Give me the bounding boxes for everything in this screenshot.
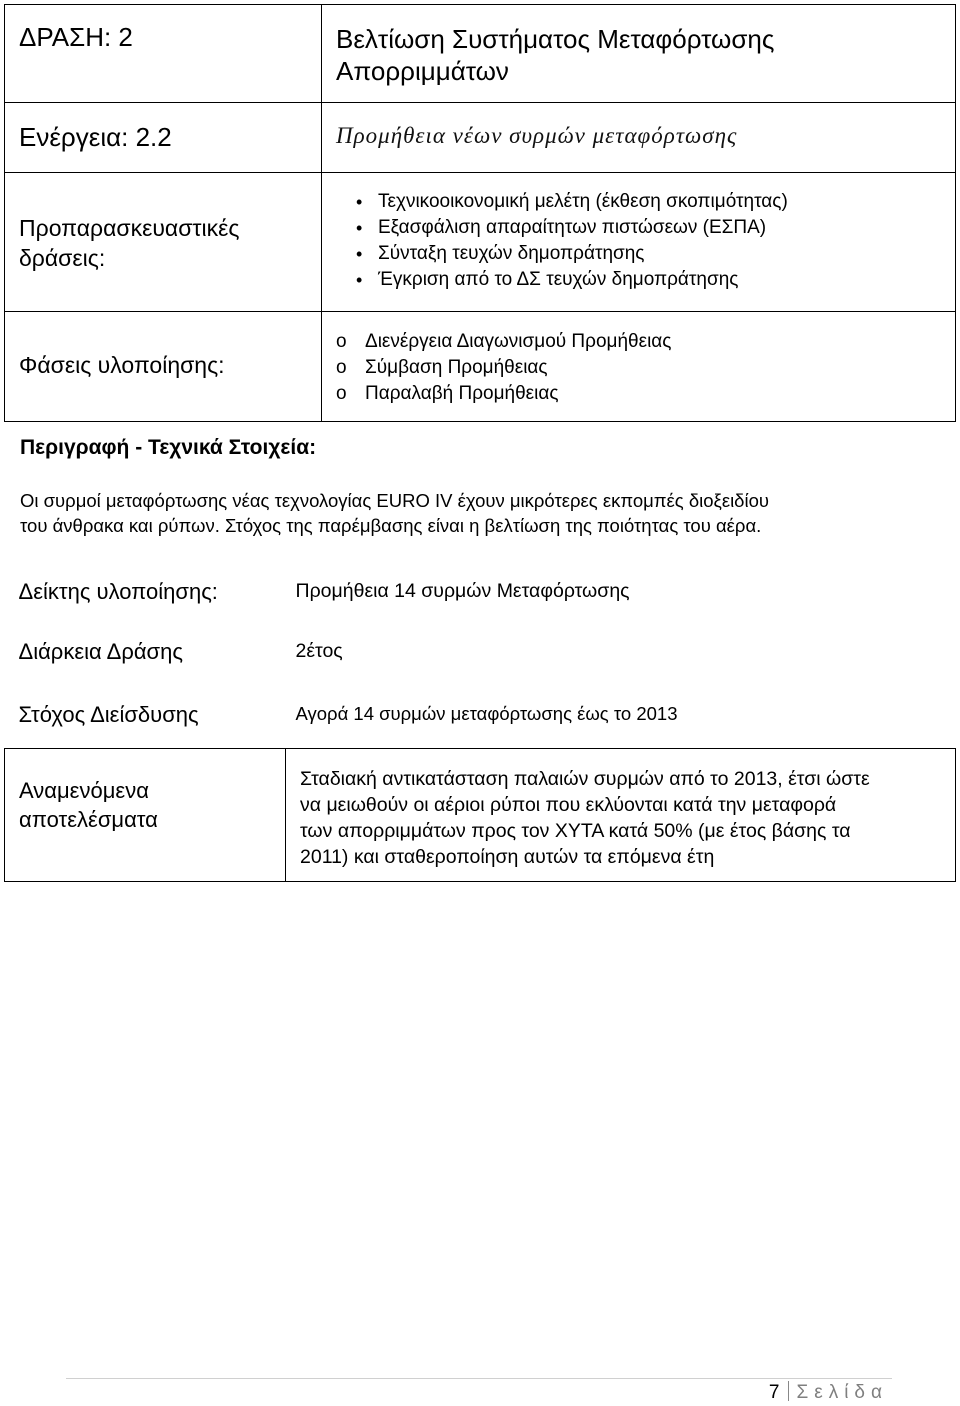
expected-value [286,749,955,870]
phases-cell [322,312,956,422]
action-title [322,5,955,87]
expected-label-line-2: αποτελέσματα [19,806,158,832]
footer-separator [788,1381,789,1401]
list-item: • Τεχνικοοικονομική μελέτη (έκθεση σκοπιμότητας) [378,189,955,215]
phase-text: Σύμβαση Προμήθειας [365,357,548,378]
action-number: ΔΡΑΣΗ: 2 [19,22,133,52]
list-item: • Έγκριση από το ΔΣ τευχών δημοπράτησης [378,267,955,293]
indicator-value: Προμήθεια 14 συρμών Μεταφόρτωσης [295,580,630,602]
footer-divider [66,1378,892,1379]
description-text [4,460,956,538]
action-title-line-1: Βελτίωση Συστήματος Μεταφόρτωσης [336,24,775,54]
duration-value-cell [286,622,956,686]
indicator-label: Δείκτης υλοποίησης: [18,579,218,604]
target-value: Αγορά 14 συρμών μεταφόρτωσης έως το 2013 [295,703,678,724]
duration-label: Διάρκεια Δράσης [18,639,183,664]
prep-items-list [322,173,955,293]
activity-number: Ενέργεια: 2.2 [19,122,172,152]
phase-text: Διενέργεια Διαγωνισμού Προμήθειας [365,331,672,352]
list-marker: o [336,357,347,378]
target-value-cell [286,686,956,748]
description-line-2: του άνθρακα και ρύπων. Στόχος της παρέμβασης είναι η βελτίωση της ποιότητας του αέρα. [20,515,762,536]
description-section [4,422,956,538]
prep-label-line-1: Προπαρασκευαστικές [19,215,240,241]
expected-value-cell [286,748,956,881]
prep-items-cell [322,173,956,312]
duration-value: 2έτος [295,640,343,662]
description-title: Περιγραφή - Τεχνικά Στοιχεία: [20,436,317,459]
expected-label-line-1: Αναμενόμενα [19,777,149,803]
list-marker: o [336,331,347,352]
list-item: • Σύνταξη τευχών δημοπράτησης [378,241,955,267]
action-title-cell [322,5,956,103]
prep-label-line-2: δράσεις: [19,245,106,271]
description-line-1: Οι συρμοί μεταφόρτωσης νέας τεχνολογίας EURO IV έχουν μικρότερες εκπομπές διοξειδίου [20,490,769,511]
expected-label [5,749,285,834]
expected-label-cell [5,748,286,881]
phase-text: Παραλαβή Προμήθειας [365,383,559,404]
list-item [336,355,955,381]
activity-title-cell [322,103,956,173]
list-marker: o [336,383,347,404]
indicator-label-cell [5,560,286,622]
phases-label: Φάσεις υλοποίησης: [19,352,225,378]
target-label: Στόχος Διείσδυσης [18,702,199,727]
list-item: • Εξασφάλιση απαραίτητων πιστώσεων (ΕΣΠΑ) [378,215,955,241]
expected-line: να μειωθούν οι αέριοι ρύποι που εκλύονται κατά την μεταφορά [300,793,837,816]
prep-label [5,173,321,273]
target-label-cell [5,686,286,748]
page-word: Σελίδα [796,1382,888,1403]
activity-number-cell [5,103,322,173]
duration-label-cell [5,622,286,686]
action-title-line-2: Απορριμμάτων [336,56,509,86]
phases-list [322,312,955,407]
action-header-table [4,4,956,422]
expected-line: των απορριμμάτων προς τον ΧΥΤΑ κατά 50% (με έτος βάσης τα [300,819,851,842]
prep-label-cell [5,173,322,312]
page-footer [769,1381,888,1404]
phases-label-cell [5,312,322,422]
list-item [336,381,955,407]
activity-title: Προμήθεια νέων συρμών μεταφόρτωσης [336,123,738,148]
action-number-cell [5,5,322,103]
indicator-value-cell [286,560,956,622]
expected-line: 2011) και σταθεροποίηση αυτών τα επόμενα έτη [300,845,715,868]
expected-line: Σταδιακή αντικατάσταση παλαιών συρμών από το 2013, έτσι ώστε [300,767,870,790]
page-number: 7 [768,1382,780,1403]
list-item [336,329,955,355]
details-table [4,560,956,882]
